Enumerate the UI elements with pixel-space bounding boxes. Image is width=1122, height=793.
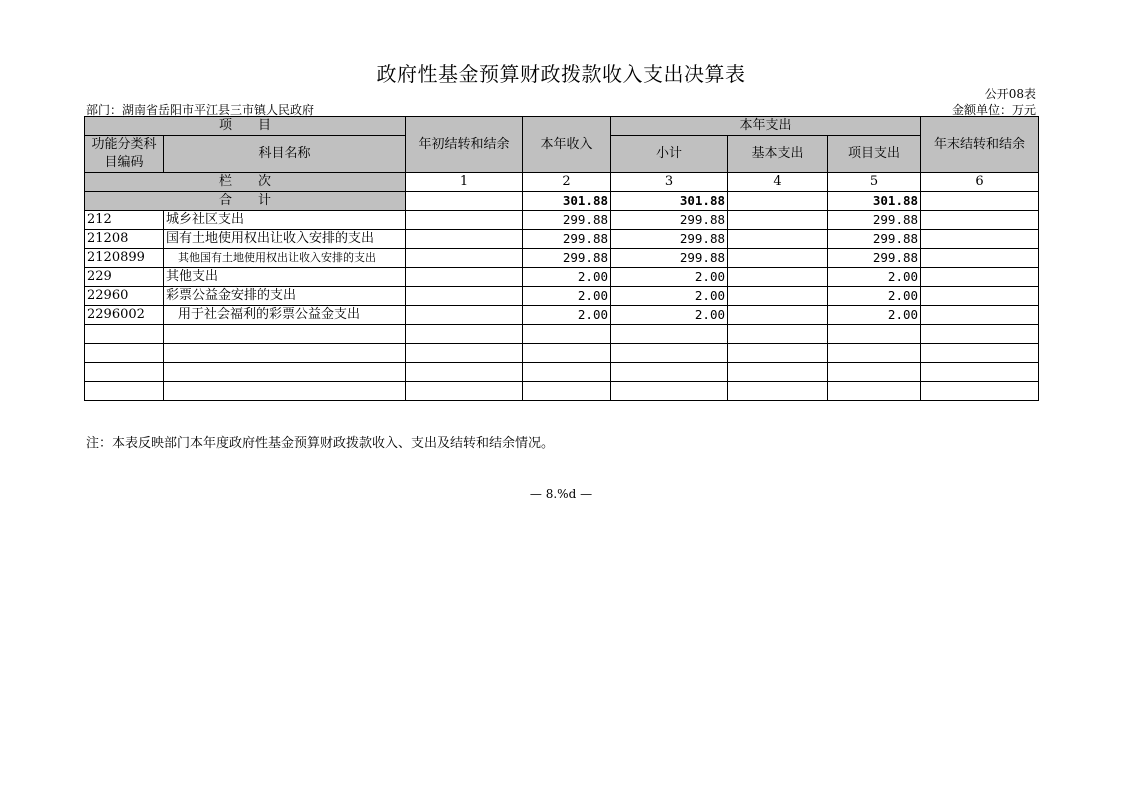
row-subtotal <box>611 325 728 344</box>
row-project: 2.00 <box>828 306 921 325</box>
row-subject-name: 其他支出 <box>164 268 406 287</box>
header-expenditure: 本年支出 <box>611 117 921 136</box>
row-project: 299.88 <box>828 211 921 230</box>
row-income: 2.00 <box>523 287 611 306</box>
row-income <box>523 325 611 344</box>
header-column-index: 栏 次 <box>85 173 406 192</box>
row-closing <box>921 363 1039 382</box>
row-code: 229 <box>85 268 164 287</box>
row-subject-name: 其他国有土地使用权出让收入安排的支出 <box>164 249 406 268</box>
row-subject-name: 彩票公益金安排的支出 <box>164 287 406 306</box>
row-basic <box>728 306 828 325</box>
total-opening <box>406 192 523 211</box>
header-opening-balance: 年初结转和结余 <box>406 117 523 173</box>
row-subject-name: 城乡社区支出 <box>164 211 406 230</box>
row-income <box>523 344 611 363</box>
row-opening <box>406 211 523 230</box>
table-row <box>85 382 1039 401</box>
row-basic <box>728 363 828 382</box>
row-subtotal: 299.88 <box>611 230 728 249</box>
table-row <box>85 325 1039 344</box>
table-note: 注：本表反映部门本年度政府性基金预算财政拨款收入、支出及结转和结余情况。 <box>86 436 555 451</box>
row-code <box>85 325 164 344</box>
row-income: 299.88 <box>523 230 611 249</box>
row-closing <box>921 344 1039 363</box>
row-subtotal: 299.88 <box>611 249 728 268</box>
row-opening <box>406 363 523 382</box>
row-project <box>828 325 921 344</box>
row-closing <box>921 249 1039 268</box>
header-closing-balance: 年末结转和结余 <box>921 117 1039 173</box>
row-income <box>523 363 611 382</box>
row-subject-name <box>164 344 406 363</box>
row-basic <box>728 249 828 268</box>
header-project-exp: 项目支出 <box>828 136 921 173</box>
table-row <box>85 211 1039 230</box>
row-subtotal: 299.88 <box>611 211 728 230</box>
table-row <box>85 287 1039 306</box>
row-closing <box>921 287 1039 306</box>
col-num-2: 2 <box>523 173 611 192</box>
header-income: 本年收入 <box>523 117 611 173</box>
budget-table <box>84 116 1039 401</box>
page-footer: — 8.%d — <box>529 487 593 501</box>
row-opening <box>406 382 523 401</box>
row-basic <box>728 268 828 287</box>
row-subject-name <box>164 363 406 382</box>
total-project: 301.88 <box>828 192 921 211</box>
row-subject-name <box>164 382 406 401</box>
table-row <box>85 344 1039 363</box>
row-opening <box>406 287 523 306</box>
header-func-code: 功能分类科目编码 <box>85 136 164 173</box>
row-basic <box>728 287 828 306</box>
table-row <box>85 249 1039 268</box>
row-project <box>828 382 921 401</box>
table-row <box>85 306 1039 325</box>
row-subject-name <box>164 325 406 344</box>
row-income: 299.88 <box>523 249 611 268</box>
row-basic <box>728 382 828 401</box>
row-closing <box>921 268 1039 287</box>
total-row <box>85 192 1039 211</box>
page-title: 政府性基金预算财政拨款收入支出决算表 <box>376 62 746 86</box>
row-code: 21208 <box>85 230 164 249</box>
row-subtotal: 2.00 <box>611 287 728 306</box>
header-basic: 基本支出 <box>728 136 828 173</box>
col-num-3: 3 <box>611 173 728 192</box>
row-subject-name: 国有土地使用权出让收入安排的支出 <box>164 230 406 249</box>
row-code <box>85 344 164 363</box>
header-project: 项 目 <box>85 117 406 136</box>
row-opening <box>406 306 523 325</box>
row-project: 2.00 <box>828 287 921 306</box>
row-code: 22960 <box>85 287 164 306</box>
row-opening <box>406 268 523 287</box>
total-income: 301.88 <box>523 192 611 211</box>
row-basic <box>728 344 828 363</box>
row-subtotal <box>611 382 728 401</box>
row-subtotal <box>611 344 728 363</box>
table-row <box>85 230 1039 249</box>
row-project: 299.88 <box>828 249 921 268</box>
total-label: 合 计 <box>85 192 406 211</box>
col-num-6: 6 <box>921 173 1039 192</box>
col-num-4: 4 <box>728 173 828 192</box>
total-basic <box>728 192 828 211</box>
row-code: 2296002 <box>85 306 164 325</box>
row-project: 299.88 <box>828 230 921 249</box>
row-basic <box>728 211 828 230</box>
row-income: 2.00 <box>523 306 611 325</box>
row-subtotal: 2.00 <box>611 268 728 287</box>
row-opening <box>406 325 523 344</box>
row-project <box>828 363 921 382</box>
header-subject-name: 科目名称 <box>164 136 406 173</box>
form-code: 公开08表 <box>984 87 1036 101</box>
row-closing <box>921 306 1039 325</box>
row-subtotal: 2.00 <box>611 306 728 325</box>
total-closing <box>921 192 1039 211</box>
col-num-1: 1 <box>406 173 523 192</box>
row-code <box>85 363 164 382</box>
row-basic <box>728 325 828 344</box>
row-code: 212 <box>85 211 164 230</box>
row-code <box>85 382 164 401</box>
row-closing <box>921 230 1039 249</box>
row-code: 2120899 <box>85 249 164 268</box>
row-income: 299.88 <box>523 211 611 230</box>
table-row <box>85 363 1039 382</box>
table-row <box>85 268 1039 287</box>
row-closing <box>921 382 1039 401</box>
row-opening <box>406 230 523 249</box>
row-income: 2.00 <box>523 268 611 287</box>
row-closing <box>921 325 1039 344</box>
department-label: 部门：湖南省岳阳市平江县三市镇人民政府 <box>86 103 315 117</box>
header-subtotal: 小计 <box>611 136 728 173</box>
row-project <box>828 344 921 363</box>
row-subtotal <box>611 363 728 382</box>
row-subject-name: 用于社会福利的彩票公益金支出 <box>164 306 406 325</box>
row-project: 2.00 <box>828 268 921 287</box>
total-subtotal: 301.88 <box>611 192 728 211</box>
unit-label: 金额单位：万元 <box>951 103 1036 117</box>
row-closing <box>921 211 1039 230</box>
row-basic <box>728 230 828 249</box>
row-income <box>523 382 611 401</box>
col-num-5: 5 <box>828 173 921 192</box>
row-opening <box>406 344 523 363</box>
row-opening <box>406 249 523 268</box>
